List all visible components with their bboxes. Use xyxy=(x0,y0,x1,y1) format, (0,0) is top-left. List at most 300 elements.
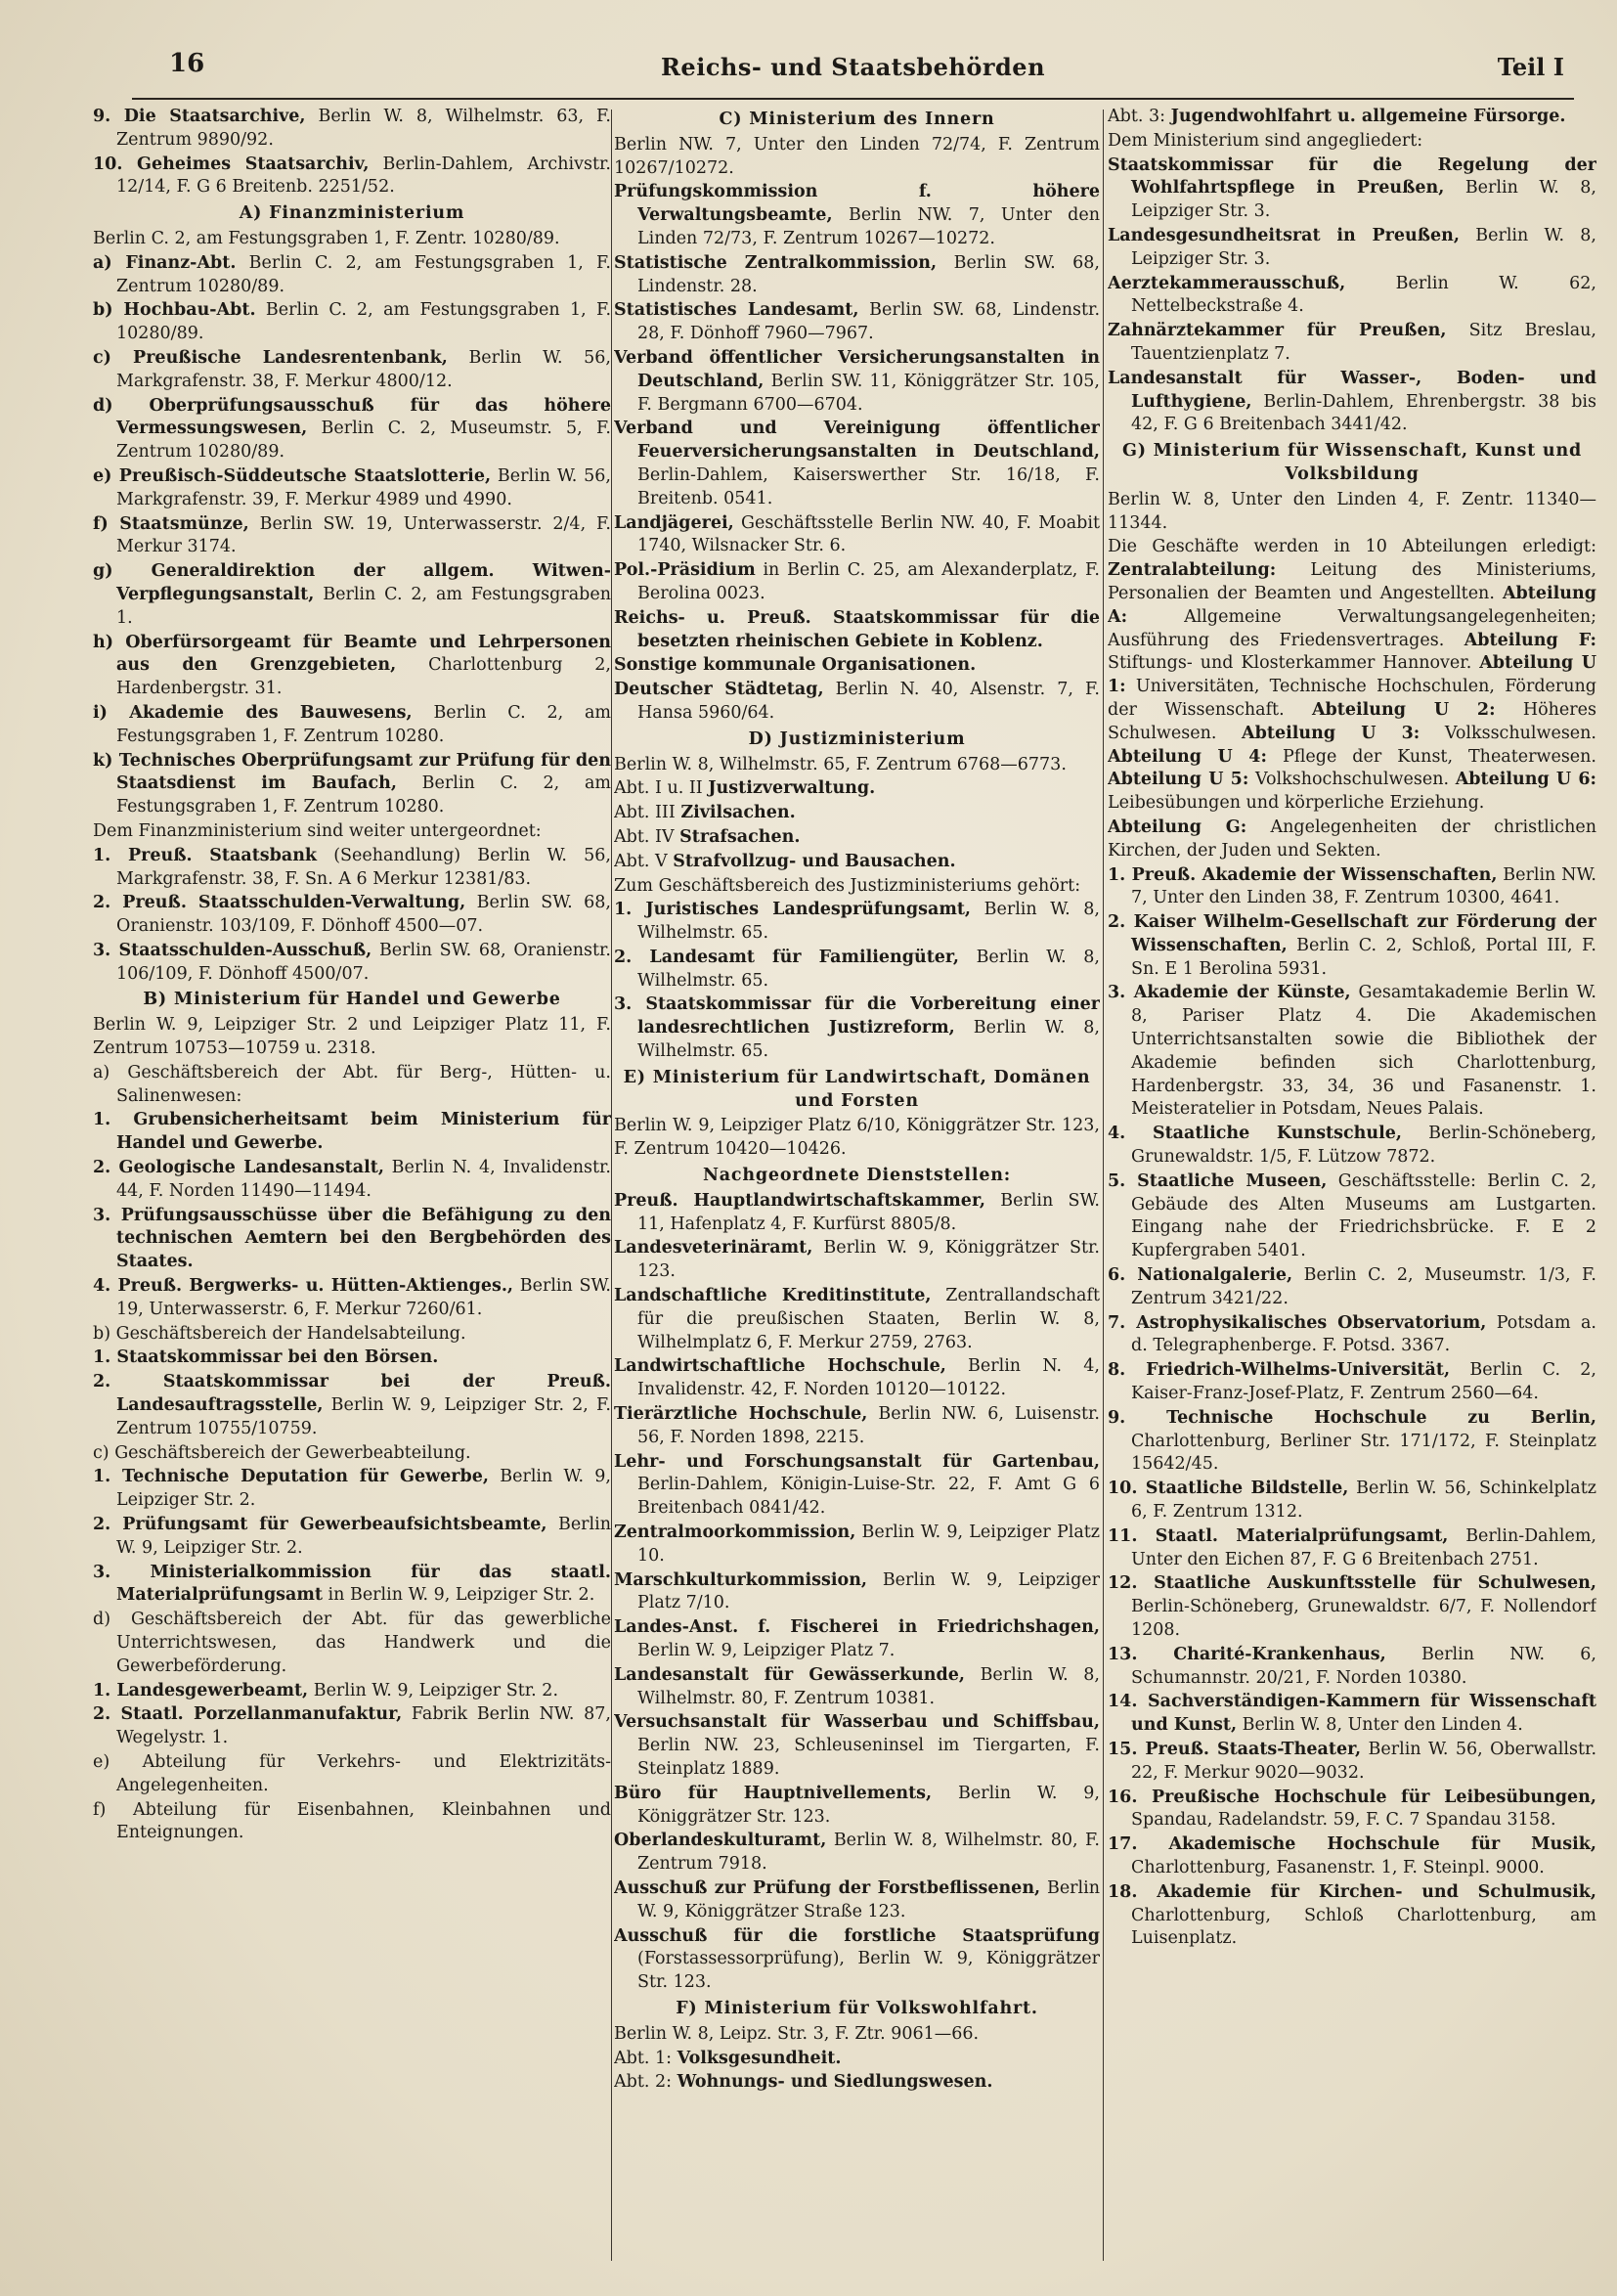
entry-text: Berlin W. 8, Wilhelmstr. 63, F. Zentrum 9890/92. xyxy=(116,107,611,150)
entry xyxy=(93,1442,611,1466)
entry-text: Berlin N. 40, Alsenstr. 7, F. Hansa 5960/64. xyxy=(637,680,1100,723)
entry-label: 10. Geheimes Staatsarchiv, xyxy=(93,154,370,174)
entry-label: 9. Die Staatsarchive, xyxy=(93,107,306,126)
entry xyxy=(93,154,611,200)
entry-text: f) Abteilung für Eisenbahnen, Kleinbahnen und Enteignungen. xyxy=(93,1799,611,1843)
entry xyxy=(614,559,1100,606)
entry-text: Berlin C. 2, am Festungsgraben 1, F. Zentrum 10280. xyxy=(116,702,611,746)
part-label: Teil I xyxy=(1497,53,1564,81)
entry-text: Berlin W. 8, Wilhelmstr. 80, F. Zentrum 10381. xyxy=(637,1664,1100,1708)
entry-text: Abt. IV xyxy=(614,826,680,847)
entry xyxy=(614,1115,1100,1162)
entry-label: Statistisches Landesamt, xyxy=(614,300,859,321)
entry-text: Berlin W. 8, Wilhelmstr. 80, F. Zentrum 7918. xyxy=(637,1831,1100,1875)
entry-text: Gesamtakademie Berlin W. 8, Pariser Platz 4. Die Akademischen Unterrichtsanstalten sowie die Bibliothek der Akademie befinden sich Charlottenburg, Hardenbergstr. 33, 34, 36 und Fasanenstr. 1. Meisteratelier in Potsdam, Neues Palais. xyxy=(1131,983,1596,1120)
entry-label: Aerztekammerausschuß, xyxy=(1108,273,1346,293)
entry-label: Abteilung U 2: xyxy=(1311,699,1496,720)
entry-text: Berlin-Schöneberg, Grunewaldstr. 6/7, F. Nollendorf 1208. xyxy=(1131,1597,1596,1640)
entry xyxy=(93,560,611,630)
entry-text: b) Geschäftsbereich der Handelsabteilung. xyxy=(93,1323,466,1344)
entry xyxy=(614,1616,1100,1663)
column-divider xyxy=(1103,110,1104,2261)
entry-label: Jugendwohlfahrt u. allgemeine Fürsorge. xyxy=(1170,107,1566,126)
entry-text: Sitz Breslau, Tauentzienplatz 7. xyxy=(1131,321,1596,364)
entry-text: Berlin C. 2, am Festungsgraben 1, F. Zentrum 10280. xyxy=(116,773,611,817)
entry-text: Berlin W. 9, Königgrätzer Str. 123. xyxy=(637,1238,1100,1282)
section-heading xyxy=(93,202,611,226)
entry xyxy=(614,1925,1100,1995)
entry-text: Abt. 3: xyxy=(1108,107,1171,126)
entry xyxy=(614,512,1100,559)
section-heading xyxy=(1108,440,1596,487)
entry-text: Berlin W. 9, Leipziger Str. 2. xyxy=(116,1467,611,1511)
entry-text: Berlin W. 8, Unter den Linden 4, F. Zentr. 11340—11344. xyxy=(1108,489,1596,533)
entry-label: Landesgesundheitsrat in Preußen, xyxy=(1108,225,1460,245)
entry-label: b) Hochbau-Abt. xyxy=(93,300,256,321)
entry-label: Landesanstalt für Gewässerkunde, xyxy=(614,1664,965,1685)
entry-text: Berlin-Dahlem, Archivstr. 12/14, F. G 6 Breitenb. 2251/52. xyxy=(116,154,611,198)
entry xyxy=(614,826,1100,850)
entry xyxy=(614,1522,1100,1568)
entry-text: Geschäftsstelle Berlin NW. 40, F. Moabit 1740, Wilsnacker Str. 6. xyxy=(637,512,1100,556)
entry-text: in Berlin C. 25, am Alexanderplatz, F. Berolina 0023. xyxy=(637,560,1100,603)
entry-text: Charlottenburg, Schloß Charlottenburg, am Luisenplatz. xyxy=(1131,1905,1596,1949)
entry xyxy=(1108,536,1596,816)
entry-label: 15. Preuß. Staats-Theater, xyxy=(1108,1739,1362,1759)
entry-text: Die Geschäfte werden in 10 Abteilungen erledigt: xyxy=(1108,537,1596,557)
entry xyxy=(614,607,1100,654)
entry-label: 11. Staatl. Materialprüfungsamt, xyxy=(1108,1525,1449,1546)
entry-text: Dem Ministerium sind angegliedert: xyxy=(1108,130,1423,151)
entry xyxy=(93,1751,611,1798)
entry xyxy=(1108,273,1596,320)
entry xyxy=(93,1323,611,1347)
entry xyxy=(614,1190,1100,1237)
entry-label: Zivilsachen. xyxy=(680,803,796,823)
entry-label: Abteilung U 3: xyxy=(1242,723,1420,743)
entry-text: Berlin-Dahlem, Königin-Luise-Str. 22, F. Amt G 6 Breitenbach 0841/42. xyxy=(637,1475,1100,1519)
page-number: 16 xyxy=(169,49,205,78)
entry-text: Angelegenheiten der christlichen Kirchen, der Juden und Sekten. xyxy=(1108,817,1596,861)
entry xyxy=(614,899,1100,946)
entry-text: Berlin W. 9, Leipziger Str. 2 und Leipziger Platz 11, F. Zentrum 10753—10759 u. 2318. xyxy=(93,1015,611,1059)
entry-text: Stiftungs- und Klosterkammer Hannover. xyxy=(1108,653,1480,674)
entry-text: Dem Finanzministerium sind weiter untergeordnet: xyxy=(93,820,542,841)
entry-label: Versuchsanstalt für Wasserbau und Schiffsbau, xyxy=(614,1712,1100,1733)
entry xyxy=(1108,130,1596,154)
entry-label: Lehr- und Forschungsanstalt für Gartenbau, xyxy=(614,1451,1100,1472)
entry-label: Strafsachen. xyxy=(679,826,801,847)
entry xyxy=(93,347,611,394)
entry-text: in Berlin W. 9, Leipziger Str. 2. xyxy=(322,1585,595,1606)
entry-text: Berlin W. 9, Leipziger Platz 6/10, Königgrätzer Str. 123, F. Zentrum 10420—10426. xyxy=(614,1116,1100,1160)
entry-label: Pol.-Präsidium xyxy=(614,560,756,581)
entry-text: Berlin W. 62, Nettelbeckstraße 4. xyxy=(1131,273,1596,317)
entry-text: Berlin W. 8, Wilhelmstr. 65. xyxy=(637,947,1100,991)
entry xyxy=(614,418,1100,510)
entry-text: Berlin C. 2, Schloß, Portal III, F. Sn. E 1 Berolina 5931. xyxy=(1131,935,1596,979)
entry-label: 1. Juristisches Landesprüfungsamt, xyxy=(614,900,972,920)
entry-label: 3. Prüfungsausschüsse über die Befähigung zu den technischen Aemtern bei den Bergbehörden des Staates. xyxy=(93,1205,611,1272)
entry-label: 1. Preuß. Staatsbank xyxy=(93,845,318,865)
entry xyxy=(614,679,1100,726)
entry xyxy=(1108,225,1596,272)
entry xyxy=(614,1664,1100,1711)
entry-label: 1. Grubensicherheitsamt beim Ministerium für Handel und Gewerbe. xyxy=(93,1110,611,1154)
entry xyxy=(614,1830,1100,1877)
entry xyxy=(1108,1407,1596,1477)
entry xyxy=(93,1275,611,1322)
entry-text: Berlin W. 9, Königgrätzer Straße 123. xyxy=(637,1877,1100,1921)
entry xyxy=(614,875,1100,899)
entry-label: Abteilung U 5: xyxy=(1108,770,1249,790)
entry xyxy=(93,1347,611,1370)
entry-text: Berlin W. 9, Leipziger Platz 7. xyxy=(637,1641,896,1660)
entry xyxy=(1108,368,1596,437)
entry-label: A) Finanzministerium xyxy=(239,203,465,224)
entry-label: 2. Kaiser Wilhelm-Gesellschaft zur Förderung der Wissenschaften, xyxy=(1108,912,1596,955)
entry-label: Abteilung A: xyxy=(1108,583,1596,627)
entry-text: Berlin W. 8, Unter den Linden 4. xyxy=(1237,1715,1523,1736)
entry-text: Berlin W. 8, Wilhelmstr. 65, F. Zentrum 6768—6773. xyxy=(614,754,1067,774)
entry-label: 2. Staatl. Porzellanmanufaktur, xyxy=(93,1704,403,1725)
column-divider xyxy=(611,110,612,2261)
entry-text: Berlin W. 8, Leipziger Str. 3. xyxy=(1131,225,1596,269)
entry xyxy=(1108,1739,1596,1786)
entry-label: Nachgeordnete Dienststellen: xyxy=(702,1166,1012,1186)
entry xyxy=(93,1014,611,1061)
entry-text: Potsdam a. d. Telegraphenberge. F. Potsd. 3367. xyxy=(1131,1312,1596,1356)
entry-text: Universitäten, Technische Hochschulen, Förderung der Wissenschaft. xyxy=(1108,677,1596,720)
entry xyxy=(93,1703,611,1750)
entry-text: Berlin W. 8, Wilhelmstr. 65. xyxy=(637,900,1100,944)
entry-label: 4. Preuß. Bergwerks- u. Hütten-Aktienges., xyxy=(93,1276,514,1297)
entry-text: Abt. I u. II xyxy=(614,778,709,799)
entry-label: Justizverwaltung. xyxy=(708,778,876,799)
entry-label: Tierärztliche Hochschule, xyxy=(614,1404,868,1425)
entry-label: 3. Ministerialkommission für das staatl. Materialprüfungsamt xyxy=(93,1562,611,1606)
entry-label: c) Preußische Landesrentenbank, xyxy=(93,347,448,368)
entry xyxy=(614,1285,1100,1354)
entry xyxy=(1108,864,1596,911)
entry-label: Sonstige kommunale Organisationen. xyxy=(614,655,977,676)
entry xyxy=(1108,1478,1596,1524)
entry-text: Berlin W. 9, Königgrätzer Str. 123. xyxy=(637,1783,1100,1827)
entry-text: Berlin NW. 23, Schleuseninsel im Tiergarten, F. Steinplatz 1889. xyxy=(637,1736,1100,1779)
entry xyxy=(1108,320,1596,367)
entry xyxy=(93,1609,611,1678)
entry-label: Abteilung F: xyxy=(1464,630,1596,650)
entry-label: g) Generaldirektion der allgem. Witwen-Verpflegungsanstalt, xyxy=(93,561,611,604)
entry xyxy=(614,1569,1100,1616)
entry-text: Zum Geschäftsbereich des Justizministeriums gehört: xyxy=(614,875,1081,896)
section-heading xyxy=(93,989,611,1012)
entry-label: 2. Landesamt für Familiengüter, xyxy=(614,947,959,967)
entry-text: Berlin W. 8, Wilhelmstr. 65. xyxy=(637,1018,1100,1062)
entry xyxy=(614,252,1100,299)
entry xyxy=(93,513,611,560)
entry xyxy=(614,1451,1100,1521)
entry-text: Berlin NW. 6, Schumannstr. 20/21, F. Norden 10380. xyxy=(1131,1644,1596,1688)
entry-label: 4. Staatliche Kunstschule, xyxy=(1108,1124,1402,1144)
entry xyxy=(614,347,1100,417)
entry-text: Abt. III xyxy=(614,803,681,823)
entry-text: Berlin C. 2, am Festungsgraben 1, F. Zentrum 10280/89. xyxy=(116,252,611,296)
entry-label: Oberlandeskulturamt, xyxy=(614,1831,827,1851)
entry xyxy=(614,777,1100,801)
entry xyxy=(614,851,1100,874)
entry-text: Allgemeine Verwaltungsangelegenheiten; Ausführung des Friedensvertrages. xyxy=(1108,606,1596,650)
entry-text: Pflege der Kunst, Theaterwesen. xyxy=(1266,746,1596,767)
section-heading xyxy=(614,1067,1100,1114)
entry-label: h) Oberfürsorgeamt für Beamte und Lehrpersonen aus den Grenzgebieten, xyxy=(93,632,611,676)
entry-label: Preuß. Hauptlandwirtschaftskammer, xyxy=(614,1190,985,1211)
running-header xyxy=(132,49,1574,100)
running-title: Reichs- und Staatsbehörden xyxy=(660,53,1046,81)
entry-text: Berlin-Dahlem, Kaiserswerther Str. 16/18, F. Breitenb. 0541. xyxy=(637,464,1100,508)
entry xyxy=(93,1680,611,1703)
entry xyxy=(614,993,1100,1063)
entry-label: 8. Friedrich-Wilhelms-Universität, xyxy=(1108,1360,1451,1381)
entry xyxy=(614,1877,1100,1924)
entry-label: Abteilung U 4: xyxy=(1108,746,1267,767)
entry xyxy=(1108,1264,1596,1311)
entry xyxy=(614,2048,1100,2071)
entry-text: e) Abteilung für Verkehrs- und Elektrizitäts-Angelegenheiten. xyxy=(93,1751,611,1795)
entry-label: B) Ministerium für Handel und Gewerbe xyxy=(143,990,561,1010)
entry-label: Statistische Zentralkommission, xyxy=(614,252,938,273)
entry-text: Berlin N. 4, Invalidenstr. 42, F. Norden 10120—10122. xyxy=(637,1356,1100,1400)
entry xyxy=(1108,1833,1596,1880)
entry-text: Berlin C. 2, Kaiser-Franz-Josef-Platz, F. Zentrum 2560—64. xyxy=(1131,1360,1596,1404)
entry-label: Abteilung U 1: xyxy=(1108,653,1596,697)
entry-label: G) Ministerium für Wissenschaft, Kunst und Volksbildung xyxy=(1121,441,1583,484)
entry xyxy=(1108,106,1596,129)
entry-label: d) Oberprüfungsausschuß für das höhere Vermessungswesen, xyxy=(93,395,611,439)
entry-label: Marschkulturkommission, xyxy=(614,1569,868,1590)
column-left xyxy=(93,106,611,2267)
entry-text: Berlin SW. 19, Unterwasserstr. 6, F. Merkur 7260/61. xyxy=(116,1276,611,1319)
entry-text: Fabrik Berlin NW. 87, Wegelystr. 1. xyxy=(116,1704,611,1748)
entry xyxy=(93,1205,611,1274)
entry xyxy=(93,1371,611,1440)
entry-label: 13. Charité-Krankenhaus, xyxy=(1108,1644,1386,1664)
entry-label: Staatskommissar für die Regelung der Wohlfahrtspflege in Preußen, xyxy=(1108,155,1596,199)
entry xyxy=(93,1799,611,1846)
entry-label: 3. Akademie der Künste, xyxy=(1108,983,1351,1003)
entry xyxy=(1108,1572,1596,1642)
entry xyxy=(614,181,1100,250)
entry-label: Zentralmoorkommission, xyxy=(614,1523,856,1543)
entry-label: Abteilung G: xyxy=(1108,817,1247,837)
entry-label: f) Staatsmünze, xyxy=(93,513,249,534)
entry-text: Berlin SW. 19, Unterwasserstr. 2/4, F. Merkur 3174. xyxy=(116,513,611,557)
entry-text: Berlin NW. 7, Unter den Linden 72/73, F. Zentrum 10267—10272. xyxy=(637,205,1100,248)
entry-text: Berlin W. 8, Leipz. Str. 3, F. Ztr. 9061—66. xyxy=(614,2023,980,2044)
section-heading xyxy=(614,1165,1100,1188)
entry-label: Büro für Hauptnivellements, xyxy=(614,1783,933,1803)
entry-label: 1. Staatskommissar bei den Börsen. xyxy=(93,1347,439,1368)
entry-label: 6. Nationalgalerie, xyxy=(1108,1265,1293,1286)
entry-text: Berlin SW. 68, Oranienstr. 106/109, F. Dönhoff 4500/07. xyxy=(116,940,611,984)
entry-text: Berlin C. 2, am Festungsgraben 1. xyxy=(116,584,611,628)
entry-label: C) Ministerium des Innern xyxy=(719,110,995,129)
entry-label: 1. Technische Deputation für Gewerbe, xyxy=(93,1467,489,1487)
entry-label: Landesveterinäramt, xyxy=(614,1238,813,1258)
entry-label: e) Preußisch-Süddeutsche Staatslotterie, xyxy=(93,465,492,486)
entry-label: 2. Staatskommissar bei der Preuß. Landesauftragsstelle, xyxy=(93,1372,611,1416)
entry-text: Berlin W. 9, Leipziger Str. 2. xyxy=(116,1515,611,1558)
entry-text: Berlin C. 2, Museumstr. 1/3, F. Zentrum 3421/22. xyxy=(1131,1265,1596,1308)
entry-text: Berlin W. 9, Leipziger Str. 2. xyxy=(308,1680,559,1700)
entry-text: Abt. 2: xyxy=(614,2072,677,2093)
entry-text: d) Geschäftsbereich der Abt. für das gewerbliche Unterrichtswesen, das Handwerk und die Gewerbeförderung. xyxy=(93,1610,611,1676)
entry-label: 1. Preuß. Akademie der Wissenschaften, xyxy=(1108,864,1498,885)
entry-label: 17. Akademische Hochschule für Musik, xyxy=(1108,1834,1596,1855)
entry-text: Berlin W. 9, Leipziger Platz 10. xyxy=(637,1523,1100,1566)
entry-text: a) Geschäftsbereich der Abt. für Berg-, Hütten- u. Salinenwesen: xyxy=(93,1062,611,1106)
entry xyxy=(93,1514,611,1561)
entry xyxy=(614,654,1100,678)
section-heading xyxy=(614,109,1100,132)
entry-text: Berlin C. 2, am Festungsgraben 1, F. 10280/89. xyxy=(116,300,611,344)
entry xyxy=(614,802,1100,825)
entry-text: Volksschulwesen. xyxy=(1420,723,1596,743)
entry xyxy=(614,947,1100,993)
entry-label: Landesanstalt für Wasser-, Boden- und Lufthygiene, xyxy=(1108,368,1596,412)
entry-text: Leitung des Ministeriums, Personalien der Beamten und Angestellten. xyxy=(1108,560,1596,603)
entry-label: 18. Akademie für Kirchen- und Schulmusik, xyxy=(1108,1881,1596,1902)
entry-label: Ausschuß zur Prüfung der Forstbeflissenen, xyxy=(614,1877,1041,1898)
entry-text: Berlin-Schöneberg, Grunewaldstr. 1/5, F. Lützow 7872. xyxy=(1131,1124,1596,1168)
entry xyxy=(614,1711,1100,1781)
entry-label: 9. Technische Hochschule zu Berlin, xyxy=(1108,1407,1596,1428)
entry-label: D) Justizministerium xyxy=(748,729,966,749)
entry xyxy=(93,299,611,346)
entry xyxy=(93,1109,611,1156)
entry-text: Berlin SW. 11, Hafenplatz 4, F. Kurfürst 8805/8. xyxy=(637,1190,1100,1234)
entry-label: i) Akademie des Bauwesens, xyxy=(93,702,413,723)
entry-label: Abteilung U 6: xyxy=(1455,770,1596,790)
entry-text: Höheres Schulwesen. xyxy=(1108,699,1596,743)
entry xyxy=(1108,489,1596,536)
entry xyxy=(614,1783,1100,1830)
entry-label: 2. Prüfungsamt für Gewerbeaufsichtsbeamte, xyxy=(93,1515,547,1535)
entry-text: Geschäftsstelle: Berlin C. 2, Gebäude des Alten Museums am Lustgarten. Eingang nahe der Friedrichsbrücke. F. E 2 Kupfergraben 5401. xyxy=(1131,1170,1596,1261)
entry-text: Leibesübungen und körperliche Erziehung. xyxy=(1108,793,1485,814)
entry-label: Reichs- u. Preuß. Staatskommissar für die besetzten rheinischen Gebiete in Koblenz. xyxy=(614,607,1100,651)
entry-text: (Forstassessorprüfung), Berlin W. 9, Königgrätzer Str. 123. xyxy=(637,1949,1100,1993)
column-right xyxy=(1108,106,1596,2267)
entry-label: k) Technisches Oberprüfungsamt zur Prüfung für den Staatsdienst im Baufach, xyxy=(93,750,611,794)
entry-label: 2. Geologische Landesanstalt, xyxy=(93,1158,384,1178)
entry-label: 5. Staatliche Museen, xyxy=(1108,1170,1328,1191)
entry xyxy=(614,299,1100,346)
entry xyxy=(1108,1123,1596,1170)
entry-label: Prüfungskommission f. höhere Verwaltungsbeamte, xyxy=(614,182,1100,226)
entry-text: Volkshochschulwesen. xyxy=(1248,770,1456,790)
column-middle xyxy=(614,106,1100,2267)
entry-text: Berlin W. 56, Markgrafenstr. 39, F. Merkur 4989 und 4990. xyxy=(116,465,611,509)
entry-label: Wohnungs- und Siedlungswesen. xyxy=(677,2072,993,2093)
entry xyxy=(614,134,1100,181)
entry-text: Abt. 1: xyxy=(614,2048,677,2068)
entry-text: Berlin NW. 7, Unter den Linden 38, F. Zentrum 10300, 4641. xyxy=(1131,864,1596,908)
entry-label: Zahnärztekammer für Preußen, xyxy=(1108,321,1447,341)
entry xyxy=(1108,1881,1596,1951)
entry-label: Landjägerei, xyxy=(614,512,734,533)
entry xyxy=(93,820,611,844)
entry-text: Berlin W. 9, Leipziger Platz 7/10. xyxy=(637,1569,1100,1613)
entry-text: Berlin W. 56, Schinkelplatz 6, F. Zentrum 1312. xyxy=(1131,1479,1596,1523)
entry xyxy=(614,2023,1100,2047)
entry-label: Landes-Anst. f. Fischerei in Friedrichshagen, xyxy=(614,1617,1100,1638)
entry xyxy=(614,1355,1100,1402)
entry-text: Charlottenburg 2, Hardenbergstr. 31. xyxy=(116,655,611,699)
entry xyxy=(1108,1359,1596,1406)
entry xyxy=(93,395,611,464)
entry xyxy=(93,106,611,153)
section-heading xyxy=(614,1998,1100,2021)
entry-label: 12. Staatliche Auskunftsstelle für Schulwesen, xyxy=(1108,1573,1596,1594)
entry xyxy=(93,1562,611,1609)
entry-text: Berlin C. 2, Museumstr. 5, F. Zentrum 10280/89. xyxy=(116,419,611,463)
entry xyxy=(93,465,611,512)
entry xyxy=(1108,982,1596,1122)
entry xyxy=(1108,1525,1596,1572)
entry xyxy=(93,1062,611,1109)
entry-text: Berlin W. 56, Oberwallstr. 22, F. Merkur 9020—9032. xyxy=(1131,1739,1596,1783)
entry-label: Verband und Vereinigung öffentlicher Feuerversicherungsanstalten in Deutschland, xyxy=(614,419,1100,463)
entry-label: Zentralabteilung: xyxy=(1108,560,1277,581)
entry-text: Berlin SW. 11, Königgrätzer Str. 105, F. Bergmann 6700—6704. xyxy=(637,371,1100,415)
entry xyxy=(614,1237,1100,1284)
entry xyxy=(93,702,611,749)
entry xyxy=(614,2071,1100,2095)
entry-label: 16. Preußische Hochschule für Leibesübungen, xyxy=(1108,1787,1596,1807)
entry-label: a) Finanz-Abt. xyxy=(93,252,237,273)
entry xyxy=(1108,911,1596,981)
entry-label: 1. Landesgewerbeamt, xyxy=(93,1680,309,1700)
entry-text: Berlin-Dahlem, Unter den Eichen 87, F. G 6 Breitenbach 2751. xyxy=(1131,1525,1596,1569)
entry-text: Charlottenburg, Berliner Str. 171/172, F. Steinplatz 15642/45. xyxy=(1131,1431,1596,1475)
entry xyxy=(93,1466,611,1513)
entry-label: Verband öffentlicher Versicherungsanstalten in Deutschland, xyxy=(614,347,1100,391)
entry xyxy=(1108,1691,1596,1738)
entry xyxy=(93,940,611,987)
entry-label: 3. Staatsschulden-Ausschuß, xyxy=(93,940,372,960)
entry-text: Spandau, Radelandstr. 59, F. C. 7 Spandau 3158. xyxy=(1131,1810,1556,1831)
entry-label: Volksgesundheit. xyxy=(677,2048,842,2068)
entry-text: Berlin W. 9, Leipziger Str. 2, F. Zentrum 10755/10759. xyxy=(116,1395,611,1438)
entry xyxy=(93,845,611,892)
entry-label: Strafvollzug- und Bausachen. xyxy=(673,851,956,871)
entry xyxy=(93,252,611,299)
entry-label: 7. Astrophysikalisches Observatorium, xyxy=(1108,1312,1487,1333)
entry xyxy=(93,892,611,939)
entry-label: E) Ministerium für Landwirtschaft, Domänen und Forsten xyxy=(623,1067,1091,1111)
entry xyxy=(1108,155,1596,224)
entry xyxy=(1108,1312,1596,1359)
entry-text: Charlottenburg, Fasanenstr. 1, F. Steinpl. 9000. xyxy=(1131,1857,1545,1877)
entry-text: Berlin SW. 68, Lindenstr. 28, F. Dönhoff 7960—7967. xyxy=(637,300,1100,344)
entry-text: Berlin N. 4, Invalidenstr. 44, F. Norden 11490—11494. xyxy=(116,1158,611,1201)
entry-text: Berlin W. 8, Leipziger Str. 3. xyxy=(1131,178,1596,222)
entry-text: Berlin NW. 7, Unter den Linden 72/74, F. Zentrum 10267/10272. xyxy=(614,134,1100,178)
entry-text: c) Geschäftsbereich der Gewerbeabteilung. xyxy=(93,1442,471,1463)
entry xyxy=(93,750,611,819)
entry xyxy=(1108,1170,1596,1263)
